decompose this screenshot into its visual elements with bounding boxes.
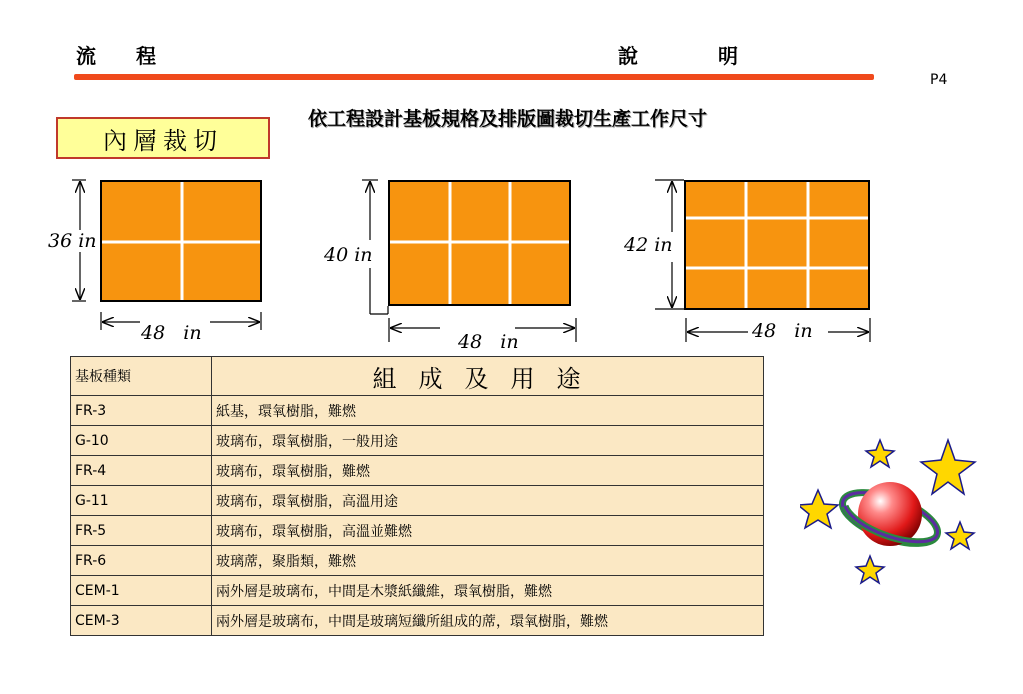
table-cell-value: 玻璃蓆，聚脂類，難燃 <box>212 546 764 576</box>
table-cell-key: CEM-1 <box>71 576 212 606</box>
table-header-key: 基板種類 <box>71 357 212 396</box>
table-cell-key: FR-4 <box>71 456 212 486</box>
panel-42x48-width-label: 48 in <box>752 320 813 342</box>
table-cell-value: 兩外層是玻璃布，中間是木漿紙纖維，環氧樹脂，難燃 <box>212 576 764 606</box>
planet-with-stars-icon <box>800 438 980 588</box>
table-header-row <box>71 357 764 396</box>
laminate-table <box>70 356 764 636</box>
table-cell-key: FR-6 <box>71 546 212 576</box>
table-row <box>71 546 764 576</box>
table-header-value: 組成及用途 <box>212 357 764 396</box>
page-number: P4 <box>930 72 948 88</box>
table-cell-key: G-11 <box>71 486 212 516</box>
table-cell-key: FR-3 <box>71 396 212 426</box>
panel-36x48-width-label: 48 in <box>141 322 202 344</box>
table-row <box>71 456 764 486</box>
table-row <box>71 426 764 456</box>
table-cell-value: 紙基，環氧樹脂，難燃 <box>212 396 764 426</box>
table-row <box>71 396 764 426</box>
table-row <box>71 576 764 606</box>
table-row <box>71 606 764 636</box>
section-label: 內層裁切 <box>56 117 270 159</box>
panel-40x48-height-label: 40 in <box>324 244 373 266</box>
header-right-title: 說 明 <box>618 44 738 68</box>
panel-40x48-width-label: 48 in <box>458 331 519 353</box>
panel-36x48-height-label: 36 in <box>48 230 97 252</box>
panel-42x48-height-label: 42 in <box>624 234 673 256</box>
header-left-title: 流 程 <box>76 44 156 68</box>
table-cell-value: 玻璃布，環氧樹脂，一般用途 <box>212 426 764 456</box>
table-cell-value: 兩外層是玻璃布，中間是玻璃短纖所組成的蓆，環氧樹脂，難燃 <box>212 606 764 636</box>
table-cell-key: CEM-3 <box>71 606 212 636</box>
table-cell-value: 玻璃布，環氧樹脂，高溫用途 <box>212 486 764 516</box>
table-cell-key: FR-5 <box>71 516 212 546</box>
table-cell-value: 玻璃布，環氧樹脂，高溫並難燃 <box>212 516 764 546</box>
table-cell-key: G-10 <box>71 426 212 456</box>
table-row <box>71 516 764 546</box>
table-row <box>71 486 764 516</box>
page-subtitle: 依工程設計基板規格及排版圖裁切生產工作尺寸 <box>308 108 708 130</box>
table-cell-value: 玻璃布，環氧樹脂，難燃 <box>212 456 764 486</box>
